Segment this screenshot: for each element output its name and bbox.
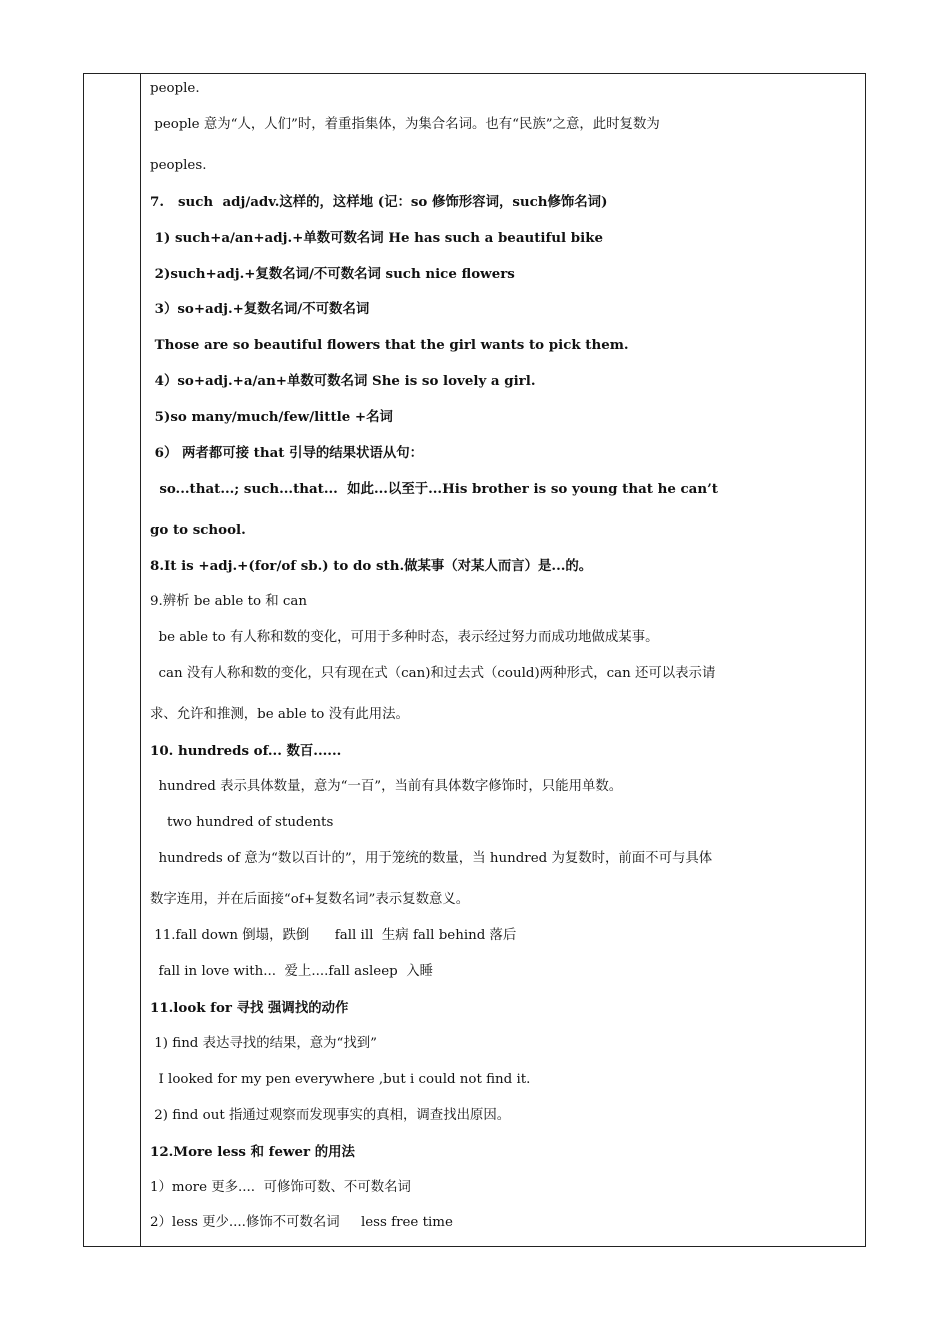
note-line: hundred 表示具体数量，意为“一百”，当前有具体数字修饰时，只能用单数。 xyxy=(150,779,623,794)
note-line: 2）less 更少....修饰不可数名词 less free time xyxy=(150,1215,453,1230)
note-line: 2)such+adj.+复数名词/不可数名词 such nice flowers xyxy=(150,266,515,282)
column-divider xyxy=(140,73,141,1247)
note-line: be able to 有人称和数的变化，可用于多种时态，表示经过努力而成功地做成某事。 xyxy=(150,630,659,645)
note-line: 11.fall down 倒塌，跌倒 fall ill 生病 fall behind 落后 xyxy=(150,928,517,943)
note-line: 12.More less 和 fewer 的用法 xyxy=(150,1144,355,1160)
note-line: 数字连用，并在后面接“of+复数名词”表示复数意义。 xyxy=(150,892,470,907)
note-line: so...that...; such...that... 如此...以至于...His brother is so young that he can’t xyxy=(150,481,718,497)
note-line: I looked for my pen everywhere ,but i could not find it. xyxy=(150,1072,531,1087)
note-line: 9.辨析 be able to 和 can xyxy=(150,594,308,609)
note-line: 10. hundreds of... 数百...... xyxy=(150,743,342,759)
note-line: 7. such adj/adv.这样的，这样地 (记：so 修饰形容词，such修饰名词) xyxy=(150,194,608,210)
note-line: 1) find 表达寻找的结果，意为“找到” xyxy=(150,1036,378,1051)
note-line: people. xyxy=(150,81,200,96)
note-line: 11.look for 寻找 强调找的动作 xyxy=(150,1000,349,1016)
note-line: go to school. xyxy=(150,522,246,538)
note-line: 1）more 更多.... 可修饰可数、不可数名词 xyxy=(150,1180,411,1195)
note-line: 求、允许和推测，be able to 没有此用法。 xyxy=(150,707,409,722)
note-line: two hundred of students xyxy=(150,815,334,830)
note-line: people 意为“人，人们”时，着重指集体，为集合名词。也有“民族”之意，此时复数为 xyxy=(150,117,660,132)
note-line: hundreds of 意为“数以百计的”，用于笼统的数量，当 hundred 为复数时，前面不可与具体 xyxy=(150,851,713,866)
note-line: 4）so+adj.+a/an+单数可数名词 She is so lovely a girl. xyxy=(150,373,536,389)
note-line: 5)so many/much/few/little +名词 xyxy=(150,409,393,425)
note-line: Those are so beautiful flowers that the girl wants to pick them. xyxy=(150,337,629,353)
note-line: 8.It is +adj.+(for/of sb.) to do sth.做某事（对某人而言）是...的。 xyxy=(150,558,593,574)
note-line: 2) find out 指通过观察而发现事实的真相，调查找出原因。 xyxy=(150,1108,511,1123)
note-line: peoples. xyxy=(150,158,207,173)
note-line: fall in love with... 爱上....fall asleep 入睡 xyxy=(150,964,433,979)
note-line: 6） 两者都可接 that 引导的结果状语从句： xyxy=(150,445,423,461)
note-line: 1) such+a/an+adj.+单数可数名词 He has such a beautiful bike xyxy=(150,230,603,246)
note-line: 3）so+adj.+复数名词/不可数名词 xyxy=(150,301,370,317)
note-line: can 没有人称和数的变化，只有现在式（can)和过去式（could)两种形式，can 还可以表示请 xyxy=(150,666,716,681)
